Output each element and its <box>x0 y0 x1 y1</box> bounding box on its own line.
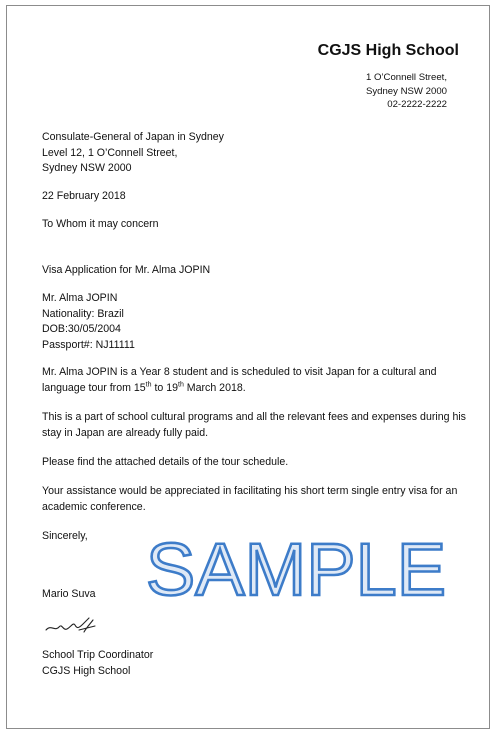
body-paragraph-4: Your assistance would be appreciated in facilitating his short term single entry visa for an academic conference. <box>42 485 458 513</box>
address-line: Sydney NSW 2000 <box>365 85 447 97</box>
salutation: To Whom it may concern <box>42 218 159 230</box>
paragraph-text: Mr. Alma JOPIN is a Year 8 student and is scheduled to visit Japan for a cultural and language tour from 15 <box>42 366 437 394</box>
address-line: 1 O’Connell Street, <box>365 72 447 83</box>
school-address <box>366 71 447 112</box>
watermark-text: SAMPLE <box>146 528 446 608</box>
letter-date: 22 February 2018 <box>42 190 126 202</box>
school-name: CGJS High School <box>317 42 459 59</box>
signer-organization: CGJS High School <box>42 664 131 677</box>
applicant-passport: Passport#: NJ11111 <box>42 338 135 351</box>
recipient-block <box>42 130 224 177</box>
applicant-details <box>42 291 135 353</box>
applicant-nationality: Nationality: Brazil <box>42 307 124 320</box>
sample-watermark <box>146 528 446 608</box>
signer-name: Mario Suva <box>42 588 96 600</box>
signer-title: School Trip Coordinator <box>42 649 154 661</box>
ordinal-suffix: th <box>178 380 184 388</box>
signer-block <box>42 648 153 679</box>
body-paragraph-1 <box>42 365 472 396</box>
subject-line: Visa Application for Mr. Alma JOPIN <box>42 264 211 276</box>
recipient-line: Level 12, 1 O’Connell Street, <box>42 146 178 159</box>
paragraph-text: to 19 <box>151 381 179 394</box>
recipient-line: Sydney NSW 2000 <box>42 162 132 174</box>
closing: Sincerely, <box>42 530 88 542</box>
ordinal-suffix: th <box>145 380 152 388</box>
body-paragraph-2: This is a part of school cultural programs and all the relevant fees and expenses during his stay in Japan are already fully paid. <box>42 411 466 439</box>
handwritten-signature <box>43 612 99 638</box>
recipient-line: Consulate-General of Japan in Sydney <box>42 131 224 143</box>
applicant-dob: DOB:30/05/2004 <box>42 323 121 335</box>
paragraph-text: March 2018. <box>183 381 246 394</box>
address-line: 02-2222-2222 <box>387 99 447 110</box>
body-paragraph-3: Please find the attached details of the tour schedule. <box>42 456 289 468</box>
applicant-name: Mr. Alma JOPIN <box>42 292 118 304</box>
